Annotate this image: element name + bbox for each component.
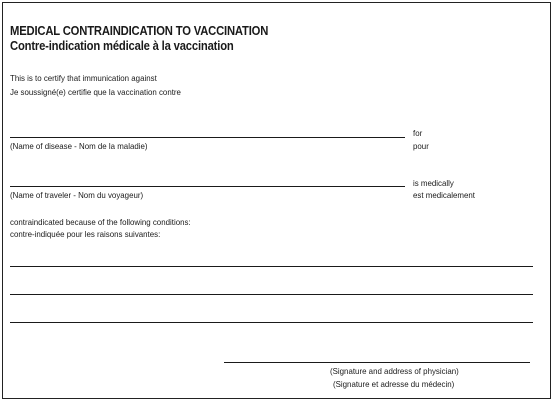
conditions-label-english: contraindicated because of the following conditions: (10, 217, 191, 227)
form-title-english: MEDICAL CONTRAINDICATION TO VACCINATION (10, 24, 269, 38)
conditions-label-french: contre-indiquée pour les raisons suivantes: (10, 229, 161, 239)
medically-label-english: is medically (413, 178, 454, 188)
certify-text-french: Je soussigné(e) certifie que la vaccination contre (10, 87, 181, 97)
for-label-english: for (413, 128, 423, 138)
traveler-name-caption: (Name of traveler - Nom du voyageur) (10, 190, 144, 200)
form-border (2, 2, 551, 399)
traveler-name-line[interactable] (10, 186, 405, 187)
medically-label-french: est medicalement (413, 190, 475, 200)
conditions-line-2[interactable] (10, 294, 533, 295)
certify-text-english: This is to certify that immunication against (10, 73, 157, 83)
signature-caption-english: (Signature and address of physician) (330, 366, 459, 376)
signature-caption-french: (Signature et adresse du médecin) (333, 379, 455, 389)
disease-name-line[interactable] (10, 137, 405, 138)
for-label-french: pour (413, 141, 429, 151)
conditions-line-3[interactable] (10, 322, 533, 323)
conditions-line-1[interactable] (10, 266, 533, 267)
disease-name-caption: (Name of disease - Nom de la maladie) (10, 141, 148, 151)
form-title-french: Contre-indication médicale à la vaccination (10, 39, 234, 53)
signature-line[interactable] (224, 362, 530, 363)
